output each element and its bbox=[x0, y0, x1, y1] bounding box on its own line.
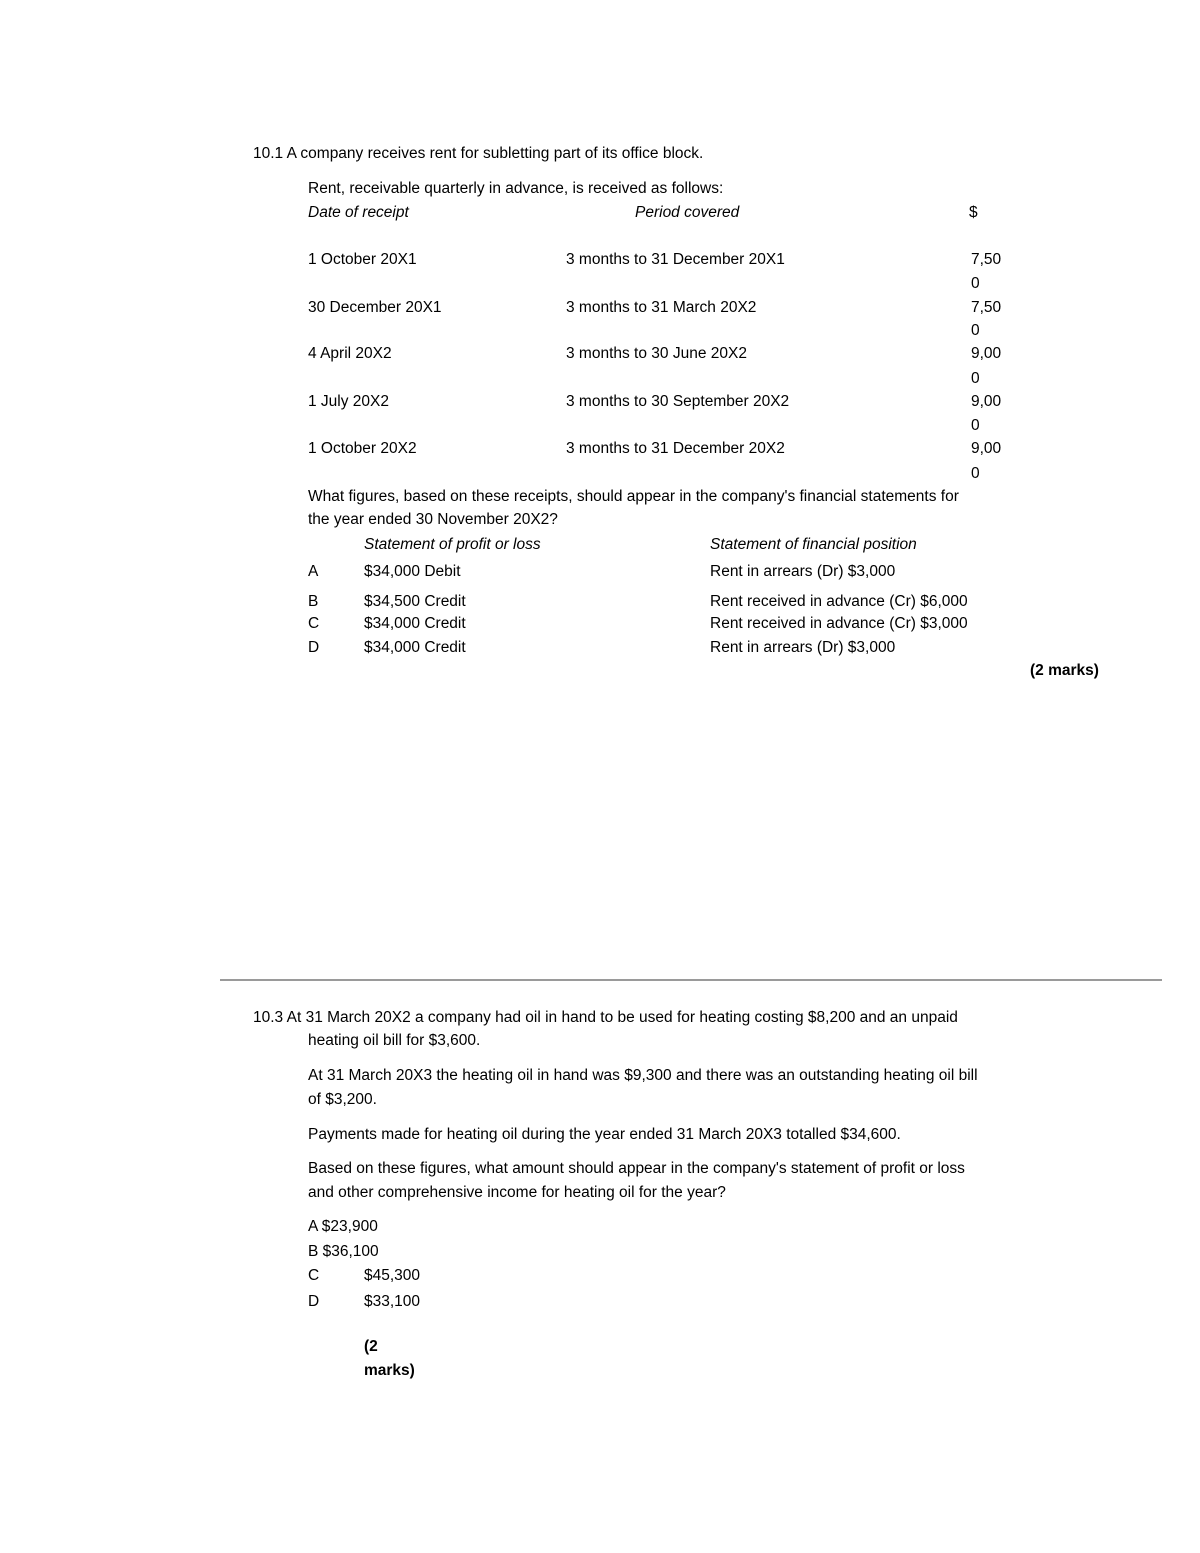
option-letter: D bbox=[308, 639, 320, 656]
row-date: 30 December 20X1 bbox=[308, 299, 442, 316]
q3-para1-line2: of $3,200. bbox=[308, 1091, 377, 1108]
row-amount-bottom: 0 bbox=[971, 275, 980, 292]
option-letter: B bbox=[308, 593, 319, 610]
row-amount-top: 7,50 bbox=[971, 251, 1002, 268]
row-date: 1 July 20X2 bbox=[308, 393, 389, 410]
q3-para2: Payments made for heating oil during the year ended 31 March 20X3 totalled $34,600. bbox=[308, 1126, 901, 1143]
col-header-date: Date of receipt bbox=[308, 204, 409, 221]
option-pl: $34,000 Debit bbox=[364, 563, 461, 580]
row-amount-top: 9,00 bbox=[971, 393, 1002, 410]
row-amount-top: 7,50 bbox=[971, 299, 1002, 316]
row-date: 1 October 20X2 bbox=[308, 440, 417, 457]
row-period: 3 months to 30 September 20X2 bbox=[566, 393, 790, 410]
q3-para3-line2: and other comprehensive income for heating oil for the year? bbox=[308, 1184, 726, 1201]
q1-question-line2: the year ended 30 November 20X2? bbox=[308, 511, 558, 528]
q3-heading-line2: heating oil bill for $3,600. bbox=[308, 1032, 481, 1049]
row-amount-top: 9,00 bbox=[971, 345, 1002, 362]
q3-option-d-letter: D bbox=[308, 1293, 320, 1310]
option-fp: Rent received in advance (Cr) $3,000 bbox=[710, 615, 968, 632]
row-amount-bottom: 0 bbox=[971, 370, 980, 387]
row-amount-bottom: 0 bbox=[971, 417, 980, 434]
q1-intro: Rent, receivable quarterly in advance, is received as follows: bbox=[308, 180, 724, 197]
option-fp: Rent in arrears (Dr) $3,000 bbox=[710, 639, 896, 656]
row-period: 3 months to 31 December 20X2 bbox=[566, 440, 785, 457]
row-period: 3 months to 31 December 20X1 bbox=[566, 251, 785, 268]
question-divider bbox=[220, 979, 1162, 981]
row-date: 1 October 20X1 bbox=[308, 251, 417, 268]
q3-para3-line1: Based on these figures, what amount should appear in the company's statement of profit or loss bbox=[308, 1160, 965, 1177]
q1-marks: (2 marks) bbox=[1030, 662, 1099, 679]
row-amount-bottom: 0 bbox=[971, 465, 980, 482]
row-period: 3 months to 31 March 20X2 bbox=[566, 299, 757, 316]
q3-option-c-letter: C bbox=[308, 1267, 320, 1284]
row-period: 3 months to 30 June 20X2 bbox=[566, 345, 747, 362]
option-pl: $34,000 Credit bbox=[364, 639, 466, 656]
q3-option-d-value: $33,100 bbox=[364, 1293, 421, 1310]
row-amount-bottom: 0 bbox=[971, 322, 980, 339]
q3-para1-line1: At 31 March 20X3 the heating oil in hand was $9,300 and there was an outstanding heating oil bill bbox=[308, 1067, 978, 1084]
option-fp: Rent received in advance (Cr) $6,000 bbox=[710, 593, 968, 610]
q3-marks-line2: marks) bbox=[364, 1362, 415, 1379]
q3-heading-line1: 10.3 At 31 March 20X2 a company had oil in hand to be used for heating costing $8,200 and an unpaid bbox=[253, 1009, 958, 1026]
option-header-fp: Statement of financial position bbox=[710, 536, 917, 553]
q1-heading: 10.1 A company receives rent for subletting part of its office block. bbox=[253, 145, 704, 162]
row-amount-top: 9,00 bbox=[971, 440, 1002, 457]
option-pl: $34,500 Credit bbox=[364, 593, 466, 610]
option-header-pl: Statement of profit or loss bbox=[364, 536, 541, 553]
q3-option-a: A $23,900 bbox=[308, 1218, 378, 1235]
q3-option-c-value: $45,300 bbox=[364, 1267, 421, 1284]
col-header-period: Period covered bbox=[635, 204, 740, 221]
col-header-amount: $ bbox=[969, 204, 978, 221]
q3-marks-line1: (2 bbox=[364, 1338, 378, 1355]
option-pl: $34,000 Credit bbox=[364, 615, 466, 632]
option-fp: Rent in arrears (Dr) $3,000 bbox=[710, 563, 896, 580]
option-letter: A bbox=[308, 563, 319, 580]
option-letter: C bbox=[308, 615, 320, 632]
q1-question-line1: What figures, based on these receipts, should appear in the company's financial statements for bbox=[308, 488, 959, 505]
q3-option-b: B $36,100 bbox=[308, 1243, 379, 1260]
row-date: 4 April 20X2 bbox=[308, 345, 392, 362]
